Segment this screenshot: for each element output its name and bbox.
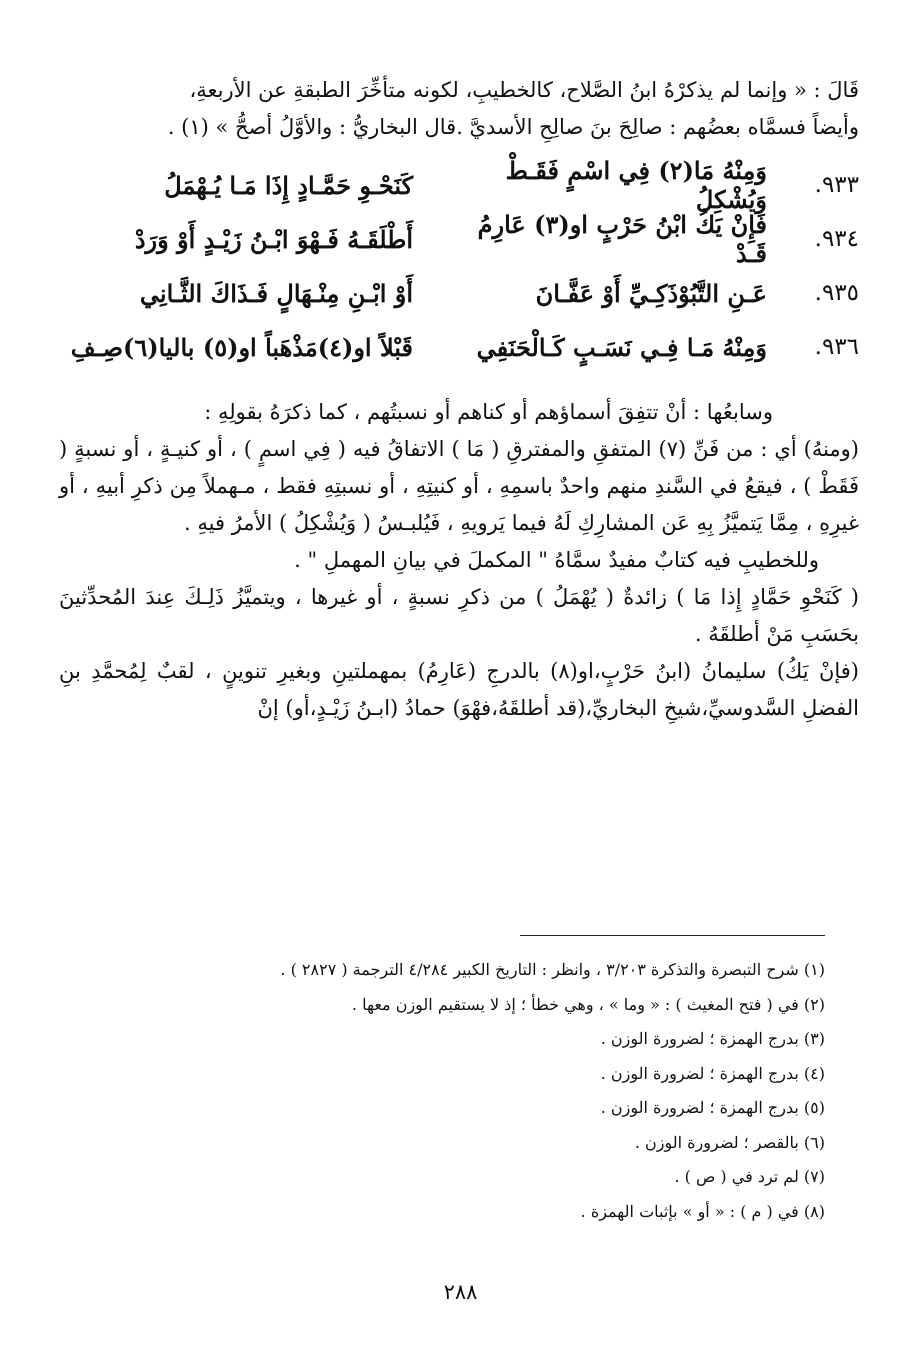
- footnotes-list: [65, 955, 825, 1231]
- footnote-item: (٧) لم ترد في ( ص ) .: [674, 1167, 825, 1186]
- footnote-item: (٥) بدرج الهمزة ؛ لضرورة الوزن .: [600, 1098, 825, 1117]
- footnote-divider: [520, 935, 825, 936]
- verse-number: ٩٣٦.: [814, 334, 859, 360]
- commentary-paragraph: (ومنهُ) أي : من فَنِّ (٧) المتفقِ والمفترقِ ( مَا ) الاتفاقُ فيه ( فِي اسمٍ ) ، أو كنيـةٍ ، أو نسبةٍ ( فَقَطْ ) ، فيقعُ في السَّندِ منهم واحدٌ باسمِهِ ، أو كنيتِهِ ، أو نسبتِهِ فقط ، مـهملاً مِن ذكرِ أبيهِ ، أو غيرِهِ ، مِمَّا يَتميَّزُ بِهِ عَن المشارِكِ لَهُ فيما يَرويهِ ، فَيُلبـسُ ( وَيُشْكِلُ ) الأمرُ فيهِ .: [59, 437, 859, 535]
- verse-935: [59, 268, 859, 318]
- verse-first-hemistich: وَمِنْهُ مَـا فِـي نَسَـبٍ كَـالْحَنَفِي: [476, 332, 767, 362]
- verse-first-hemistich: عَـنِ التَّبُوْذَكِـيِّ أَوْ عَفَّـانَ: [535, 278, 767, 308]
- verse-second-hemistich: كَنَحْـوِ حَمَّـادٍ إِذَا مَـا يُـهْمَلُ: [164, 170, 413, 200]
- footnote-item: (٦) بالقصر ؛ لضرورة الوزن .: [634, 1132, 825, 1152]
- commentary-paragraph: وسابعُها : أنْ تتفِقَ أسماؤهم أو كناهم أو نسبتُهم ، كما ذكرَهُ بقولِهِ :: [204, 400, 773, 424]
- verse-933: [59, 156, 859, 214]
- verse-second-hemistich: أَطْلَقَـهُ فَـهْوَ ابْـنُ زَيْـدٍ أَوْ وَرَدْ: [134, 224, 413, 254]
- footnote-item: (٨) في ( م ) : « أو » بإثبات الهمزة .: [580, 1201, 825, 1221]
- commentary-paragraph: ( كَنَحْوِ حَمَّادٍ إِذا مَا ) زائدةٌ ( يُهْمَلُ ) من ذكرِ نسبةٍ ، أو غيرها ، ويتميَّزُ ذَلِـكَ عِندَ المُحدِّثينَ بحَسَبِ مَنْ أطلقَهُ .: [59, 585, 859, 646]
- commentary: [59, 394, 859, 727]
- verse-second-hemistich: أَوْ ابْـنِ مِنْـهَالٍ فَـذَاكَ الثَّـانِي: [139, 278, 413, 308]
- commentary-paragraph: (فإنْ يَكُ) سليمانُ (ابنُ حَرْبٍ،او(٨) بالدرجِ (عَارِمُ) بمهملتينِ وبغيرِ تنوينٍ ، لقبٌ لِمُحمَّدِ بنِ الفضلِ السَّدوسيِّ،شيخِ البخاريِّ،(قد أطلقَهُ،فهْوَ) حمادُ (ابـنُ زَيْـدٍ،أو) إنْ: [59, 659, 859, 720]
- commentary-paragraph: وللخطيبِ فيه كتابٌ مفيدٌ سمَّاهُ " المكملَ في بيانِ المهملِ " .: [294, 548, 819, 572]
- intro-line-2: وأيضاً فسمَّاه بعضُهم : صالِحَ بنَ صالِحِ الأسديَّ .قال البخاريُّ : والأوَّلُ أصحُّ » (١) .: [167, 115, 859, 139]
- verse-number: ٩٣٥.: [814, 280, 859, 306]
- verse-936: [59, 322, 859, 372]
- footnote-item: (١) شرح التبصرة والتذكرة ٣/٢٠٣ ، وانظر : التاريخ الكبير ٤/٢٨٤ الترجمة ( ٢٨٢٧ ) .: [280, 960, 825, 979]
- verse-number: ٩٣٤.: [814, 226, 859, 252]
- footnote-item: (٢) في ( فتح المغيث ) : « وما » ، وهي خطأ ؛ إذ لا يستقيم الوزن معها .: [351, 994, 825, 1014]
- verse-first-hemistich: فَإِنْ يَكُ ابْنُ حَرْبٍ او(٣) عَارِمُ قَـدْ: [477, 210, 767, 268]
- footnote-item: (٤) بدرج الهمزة ؛ لضرورة الوزن .: [600, 1063, 825, 1083]
- verse-934: [59, 210, 859, 268]
- verse-first-hemistich: وَمِنْهُ مَا(٢) فِي اسْمٍ فَقَـطْ وَيُشْكِلُ: [505, 156, 767, 214]
- verse-number: ٩٣٣.: [814, 172, 859, 198]
- intro-line-1: قَالَ : « وإنما لم يذكرْهُ ابنُ الصَّلاح، كالخطيبِ، لكونه متأخِّرَ الطبقةِ عن الأربعةِ،: [189, 78, 859, 102]
- page-number: ٢٨٨: [443, 1280, 478, 1304]
- verse-second-hemistich: قَبْلاً او(٤)مَذْهَباً او(٥) باليا(٦)صِـفِ: [70, 332, 413, 362]
- footnote-item: (٣) بدرج الهمزة ؛ لضرورة الوزن .: [600, 1029, 825, 1048]
- intro-quote: [59, 72, 859, 146]
